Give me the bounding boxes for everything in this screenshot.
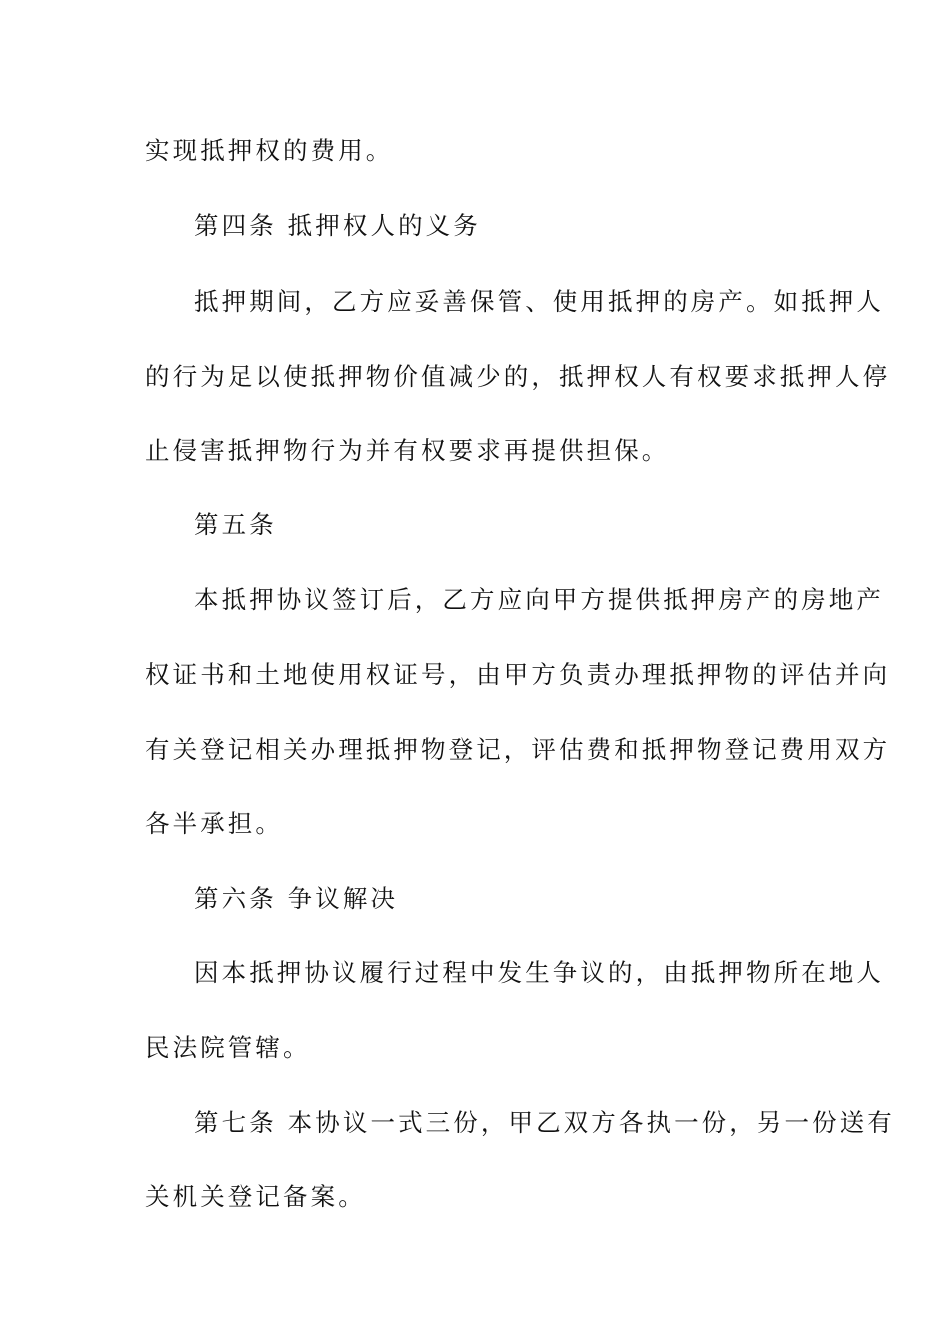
paragraph-line: 抵押期间，乙方应妥善保管、使用抵押的房产。如抵押人 bbox=[194, 287, 884, 316]
paragraph-line: 止侵害抵押物行为并有权要求再提供担保。 bbox=[145, 436, 670, 465]
paragraph-line: 本抵押协议签订后，乙方应向甲方提供抵押房产的房地产 bbox=[194, 585, 884, 614]
section-heading-article-5: 第五条 bbox=[194, 510, 277, 539]
paragraph-line: 实现抵押权的费用。 bbox=[145, 136, 394, 165]
section-heading-article-4: 第四条 抵押权人的义务 bbox=[194, 211, 481, 240]
paragraph-line: 有关登记相关办理抵押物登记，评估费和抵押物登记费用双方 bbox=[145, 735, 891, 764]
paragraph-line: 关机关登记备案。 bbox=[145, 1182, 366, 1211]
section-heading-article-6: 第六条 争议解决 bbox=[194, 884, 399, 913]
paragraph-line: 各半承担。 bbox=[145, 809, 283, 838]
paragraph-line: 权证书和土地使用权证号，由甲方负责办理抵押物的评估并向 bbox=[145, 660, 891, 689]
section-heading-article-7: 第七条 本协议一式三份，甲乙双方各执一份，另一份送有 bbox=[194, 1108, 895, 1137]
paragraph-line: 的行为足以使抵押物价值减少的，抵押权人有权要求抵押人停 bbox=[145, 362, 891, 391]
paragraph-line: 因本抵押协议履行过程中发生争议的，由抵押物所在地人 bbox=[194, 958, 884, 987]
paragraph-line: 民法院管辖。 bbox=[145, 1033, 311, 1062]
